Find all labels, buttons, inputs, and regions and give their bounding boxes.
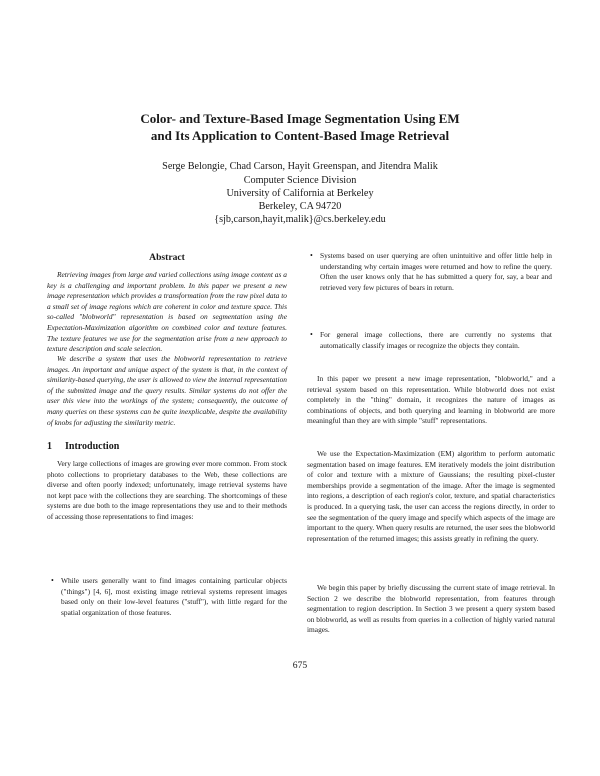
- paper-title-line-2: and Its Application to Content-Based Image Retrieval: [150, 128, 450, 143]
- section-number: 1: [47, 441, 52, 452]
- bullet-text: Systems based on user querying are often unintuitive and offer little help in understanding why certain images were returned and how to refine the query. Often the user knows only that he has submitted a query for, say, a bear and retrieved very few pictures of bears in return.: [320, 251, 552, 292]
- abstract-heading: Abstract: [149, 252, 185, 263]
- abstract-paragraph-2: We describe a system that uses the blobworld representation to retrieve images. An important and unique aspect of the system is that, in the context of similarity-based querying, the user is allowed to view the internal representation of the submitted image and the query results. Similar systems do not offer the user this view into the workings of the system; consequently, the outcome of many queries on these systems can be quite inexplicable, despite the availability of knobs for adjusting the similarity metric.: [47, 354, 287, 427]
- author-location: Berkeley, CA 94720: [258, 201, 342, 212]
- section-title: Introduction: [65, 441, 120, 452]
- section-heading: [47, 441, 287, 452]
- paper-title-line-1: Color- and Texture-Based Image Segmentation Using EM: [140, 111, 460, 126]
- author-division: Computer Science Division: [243, 175, 357, 186]
- bullet-icon: •: [310, 330, 313, 339]
- bullet-text: While users generally want to find images containing particular objects ("things") [4, 6], most existing image retrieval systems represent images based only on their low-level features ("stuff"), with little regard for the spatial organization of those features.: [61, 576, 287, 617]
- bullet-icon: •: [51, 576, 54, 585]
- author-email: {sjb,carson,hayit,malik}@cs.berkeley.edu: [214, 214, 386, 225]
- author-university: University of California at Berkeley: [226, 188, 374, 199]
- bullet-item: [310, 330, 552, 351]
- author-names: Serge Belongie, Chad Carson, Hayit Greenspan, and Jitendra Malik: [162, 161, 438, 172]
- body-paragraph: In this paper we present a new image representation, "blobworld," and a retrieval system based on this representation. While blobworld does not exist completely in the "thing" domain, it recognizes the nature of images as combinations of objects, and both querying and learning in blobworld are more meaningful than they are with simple "stuff" representations.: [307, 374, 555, 426]
- intro-paragraph-1: Very large collections of images are growing ever more common. From stock photo collections to proprietary databases to the Web, these collections are diverse and often poorly indexed; unfortunately, image retrieval systems have not kept pace with the collections they are searching. The shortcomings of these systems are due both to the image representations they use and to their methods of accessing those representations to find images:: [47, 459, 287, 521]
- body-paragraph: We begin this paper by briefly discussing the current state of image retrieval. In Section 2 we describe the blobworld representation, from features through segmentation to region description. In Section 3 we present a query system based on blobworld, as well as results from queries in a collection of highly varied natural images.: [307, 583, 555, 635]
- bullet-item: [310, 251, 552, 293]
- bullet-icon: •: [310, 251, 313, 260]
- bullet-item: [51, 576, 287, 618]
- body-paragraph: We use the Expectation-Maximization (EM) algorithm to perform automatic segmentation based on image features. EM iteratively models the joint distribution of color and texture with a mixture of Gaussians; the resulting pixel-cluster memberships provide a segmentation of the image. After the image is segmented into regions, a description of each region's color, texture, and spatial characteristics is produced. In a querying task, the user can access the regions directly, in order to see the segmentation of the query image and specify which aspects of the image are important to the query. When query results are returned, the user sees the blobworld representation of the returned images; this assists greatly in refining the query.: [307, 449, 555, 543]
- abstract-paragraph-1: Retrieving images from large and varied collections using image content as a key is a challenging and important problem. In this paper we present a new image representation which provides a transformation from the raw pixel data to a small set of image regions which are coherent in color and texture space. This so-called "blobworld" representation is based on segmentation using the Expectation-Maximization algorithm on combined color and texture features. The texture features we use for the segmentation arise from a new approach to texture description and scale selection.: [47, 270, 287, 354]
- bullet-text: For general image collections, there are currently no systems that automatically classify images or recognize the objects they contain.: [320, 330, 552, 350]
- page-number: 675: [292, 660, 308, 671]
